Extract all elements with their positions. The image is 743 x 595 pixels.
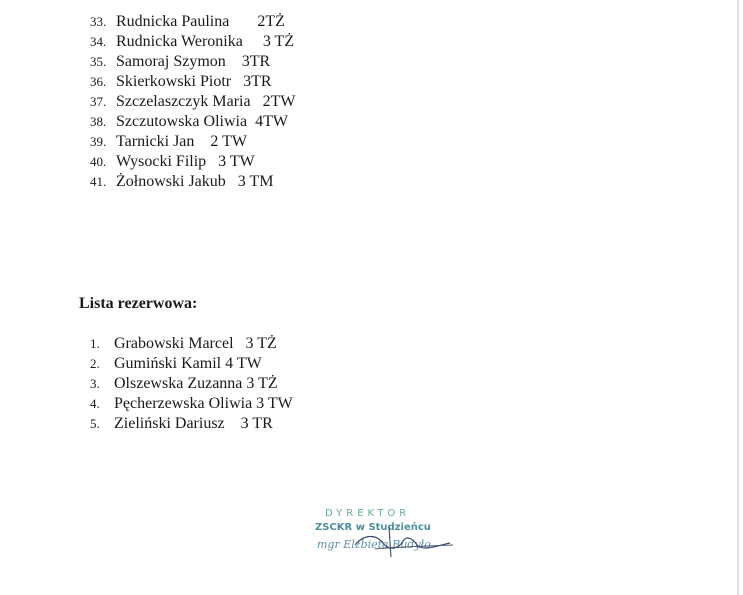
list-item — [90, 334, 293, 354]
list-item — [90, 32, 295, 52]
item-text: Szczelaszczyk Maria 2TW — [116, 93, 296, 110]
item-text: Rudnicka Weronika 3 TŻ — [116, 33, 295, 50]
item-text: Pęcherzewska Oliwia 3 TW — [114, 395, 293, 412]
reserve-list — [90, 334, 293, 434]
director-stamp — [305, 505, 465, 565]
list-item — [90, 72, 295, 92]
list-item — [90, 414, 293, 434]
item-number: 34. — [90, 34, 107, 49]
item-text: Grabowski Marcel 3 TŻ — [114, 335, 277, 352]
item-number: 40. — [90, 154, 107, 169]
student-list — [90, 12, 295, 192]
stamp-title: DYREKTOR — [325, 508, 411, 519]
item-text: Wysocki Filip 3 TW — [116, 153, 255, 170]
stamp-organization: ZSCKR w Studzieńcu — [315, 522, 431, 533]
item-number: 37. — [90, 94, 107, 109]
reserve-list-title: Lista rezerwowa: — [79, 295, 198, 312]
item-number: 3. — [90, 376, 100, 391]
list-item — [90, 12, 295, 32]
page-edge-divider — [737, 0, 739, 595]
list-item — [90, 112, 295, 132]
item-number: 35. — [90, 54, 107, 69]
item-text: Tarnicki Jan 2 TW — [116, 133, 247, 150]
item-text: Żołnowski Jakub 3 TM — [116, 173, 274, 190]
item-number: 36. — [90, 74, 107, 89]
item-number: 41. — [90, 174, 107, 189]
list-item — [90, 132, 295, 152]
item-text: Rudnicka Paulina 2TŻ — [116, 13, 285, 30]
item-text: Olszewska Zuzanna 3 TŻ — [114, 375, 278, 392]
item-number: 33. — [90, 14, 107, 29]
item-text: Zieliński Dariusz 3 TR — [114, 415, 273, 432]
item-text: Gumiński Kamil 4 TW — [114, 355, 262, 372]
item-text: Skierkowski Piotr 3TR — [116, 73, 272, 90]
item-number: 38. — [90, 114, 107, 129]
signature-icon — [305, 505, 465, 565]
list-item — [90, 374, 293, 394]
item-number: 39. — [90, 134, 107, 149]
item-text: Szczutowska Oliwia 4TW — [116, 113, 288, 130]
item-number: 4. — [90, 396, 100, 411]
list-item — [90, 52, 295, 72]
list-item — [90, 354, 293, 374]
list-item — [90, 92, 295, 112]
item-number: 2. — [90, 356, 100, 371]
stamp-name: mgr Elżbieta Budyło — [317, 538, 431, 551]
list-item — [90, 394, 293, 414]
list-item — [90, 172, 295, 192]
list-item — [90, 152, 295, 172]
item-number: 5. — [90, 416, 100, 431]
item-number: 1. — [90, 336, 100, 351]
item-text: Samoraj Szymon 3TR — [116, 53, 271, 70]
